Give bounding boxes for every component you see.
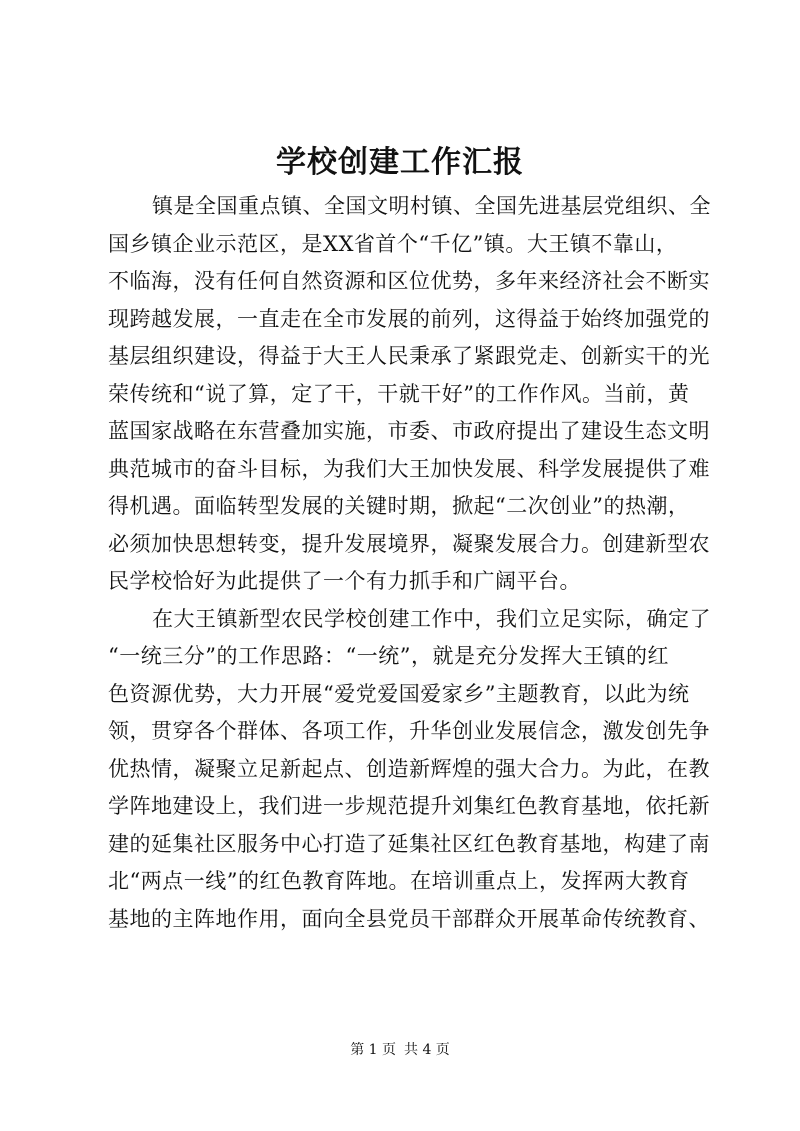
- text-line: 得机遇。面临转型发展的关键时期，掀起“二次创业”的热潮，: [108, 494, 690, 518]
- text-line: 在大王镇新型农民学校创建工作中，我们立足实际，确定了: [152, 606, 711, 631]
- text-line: 现跨越发展，一直走在全市发展的前列，这得益于始终加强党的: [108, 306, 710, 331]
- text-line: 典范城市的奋斗目标，为我们大王加快发展、科学发展提供了难: [108, 456, 710, 481]
- text-line: 建的延集社区服务中心打造了延集社区红色教育基地，构建了南: [108, 831, 710, 856]
- text-line: 蓝国家战略在东营叠加实施，市委、市政府提出了建设生态文明: [108, 419, 710, 443]
- text-line: 国乡镇企业示范区，是XX省首个“千亿”镇。大王镇不靠山，: [108, 231, 678, 256]
- text-line: 必须加快思想转变，提升发展境界，凝聚发展合力。创建新型农: [108, 531, 710, 556]
- document-body: [108, 188, 711, 938]
- paragraph-1: [108, 188, 711, 601]
- text-line: 基地的主阵地作用，面向全县党员干部群众开展革命传统教育、: [108, 906, 710, 931]
- page-title: 学校创建工作汇报: [276, 145, 524, 180]
- text-line: 领，贯穿各个群体、各项工作，升华创业发展信念，激发创先争: [108, 719, 710, 743]
- text-line: 北“两点一线”的红色教育阵地。在培训重点上，发挥两大教育: [108, 869, 690, 893]
- text-line: 民学校恰好为此提供了一个有力抓手和广阔平台。: [108, 569, 581, 593]
- page-footer: [0, 1040, 800, 1060]
- page-total: 共 4 页: [404, 1042, 450, 1058]
- text-line: 基层组织建设，得益于大王人民秉承了紧跟党走、创新实干的光: [108, 344, 710, 368]
- text-line: “一统三分”的工作思路：“一统”，就是充分发挥大王镇的红: [108, 644, 669, 668]
- text-line: 色资源优势，大力开展“爱党爱国爱家乡”主题教育，以此为统: [108, 681, 690, 706]
- text-line: 荣传统和“说了算，定了干，干就干好”的工作作风。当前，黄: [108, 381, 690, 406]
- text-line: 学阵地建设上，我们进一步规范提升刘集红色教育基地，依托新: [108, 794, 710, 818]
- paragraph-2: [108, 601, 711, 939]
- text-line: 不临海，没有任何自然资源和区位优势，多年来经济社会不断实: [108, 269, 710, 293]
- page-number: 第 1 页: [350, 1042, 396, 1058]
- text-line: 镇是全国重点镇、全国文明村镇、全国先进基层党组织、全: [152, 194, 711, 218]
- text-line: 优热情，凝聚立足新起点、创造新辉煌的强大合力。为此，在教: [108, 756, 710, 781]
